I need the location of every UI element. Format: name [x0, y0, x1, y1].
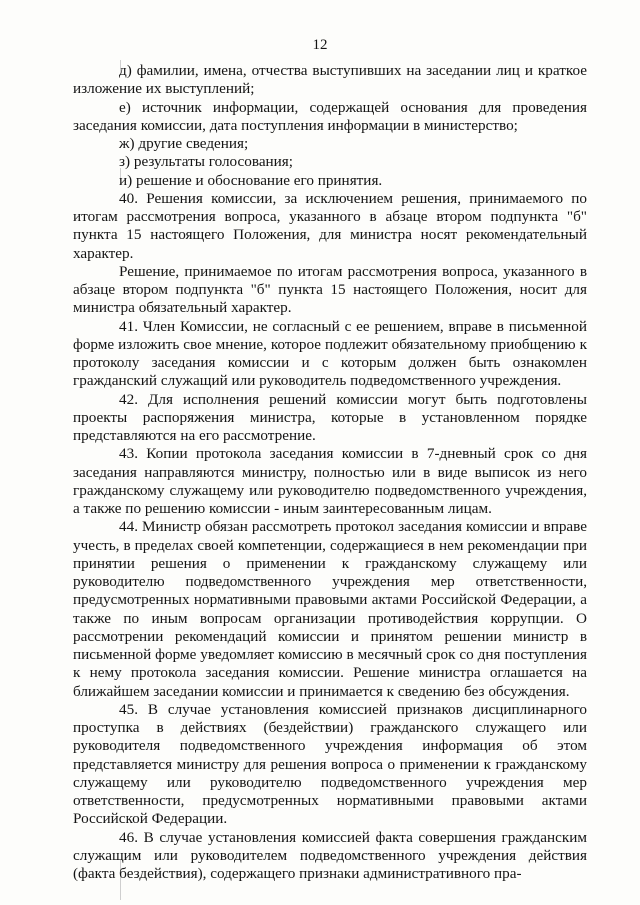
paragraph: 41. Член Комиссии, не согласный с ее решением, вправе в письменной форме изложить свое мнение, которое подлежит обязательному приобщению к протоколу заседания комиссии и с которым должен быть ознакомлен гражданский служащий или руководитель подведомственного учреждения. [73, 317, 587, 390]
paragraph: 42. Для исполнения решений комиссии могут быть подготовлены проекты распоряжения министра, которые в установленном порядке представляются на его рассмотрение. [73, 390, 587, 444]
page-number: 12 [312, 37, 328, 53]
document-body [73, 62, 587, 883]
paragraph: д) фамилии, имена, отчества выступивших на заседании лиц и краткое изложение их выступлений; [73, 62, 587, 98]
paragraph: 43. Копии протокола заседания комиссии в 7-дневный срок со дня заседания направляются министру, полностью или в виде выписок из него гражданскому служащему или руководителю подведомственного учреждения, а также по решению комиссии - иным заинтересованным лицам. [73, 445, 587, 517]
paragraph: е) источник информации, содержащей основания для проведения заседания комиссии, дата поступления информации в министерство; [73, 98, 587, 134]
paragraph: и) решение и обоснование его принятия. [119, 171, 383, 189]
paragraph: Решение, принимаемое по итогам рассмотрения вопроса, указанного в абзаце втором подпункта "б" пункта 15 настоящего Положения, носит для министра обязательный характер. [73, 262, 587, 317]
paragraph: 44. Министр обязан рассмотреть протокол заседания комиссии и вправе учесть, в пределах своей компетенции, содержащиеся в нем рекомендации при принятии решения о применении к гражданскому служащему или руководителю подведомственного учреждения мер ответственности, предусмотренных нормативными правовыми актами Российской Федерации, а также по иным вопросам организации противодействия коррупции. О рассмотрении рекомендаций комиссии и принятом решении министр в письменной форме уведомляет комиссию в месячный срок со дня поступления к нему протокола заседания комиссии. Решение министра оглашается на ближайшем заседании комиссии и принимается к сведению без обсуждения. [73, 518, 587, 700]
paragraph: ж) другие сведения; [119, 135, 249, 152]
paragraph: 45. В случае установления комиссией признаков дисциплинарного проступка в действиях (бездействии) гражданского служащего или руководителя подведомственного учреждения информация об этом представляется министру для решения вопроса о применении к гражданскому служащему или руководителю подведомственного учреждения мер ответственности, предусмотренных нормативными правовыми актами Российской Федерации. [73, 700, 587, 828]
paragraph: 46. В случае установления комиссией факта совершения гражданским служащим или руководителем подведомственного учреждения действия (факта бездействия), содержащего признаки административного пра- [73, 828, 587, 882]
paragraph: 40. Решения комиссии, за исключением решения, принимаемого по итогам рассмотрения вопроса, указанного в абзаце втором подпункта "б" пункта 15 настоящего Положения, для министра носят рекомендательный характер. [73, 189, 587, 262]
paragraph: з) результаты голосования; [119, 153, 294, 171]
